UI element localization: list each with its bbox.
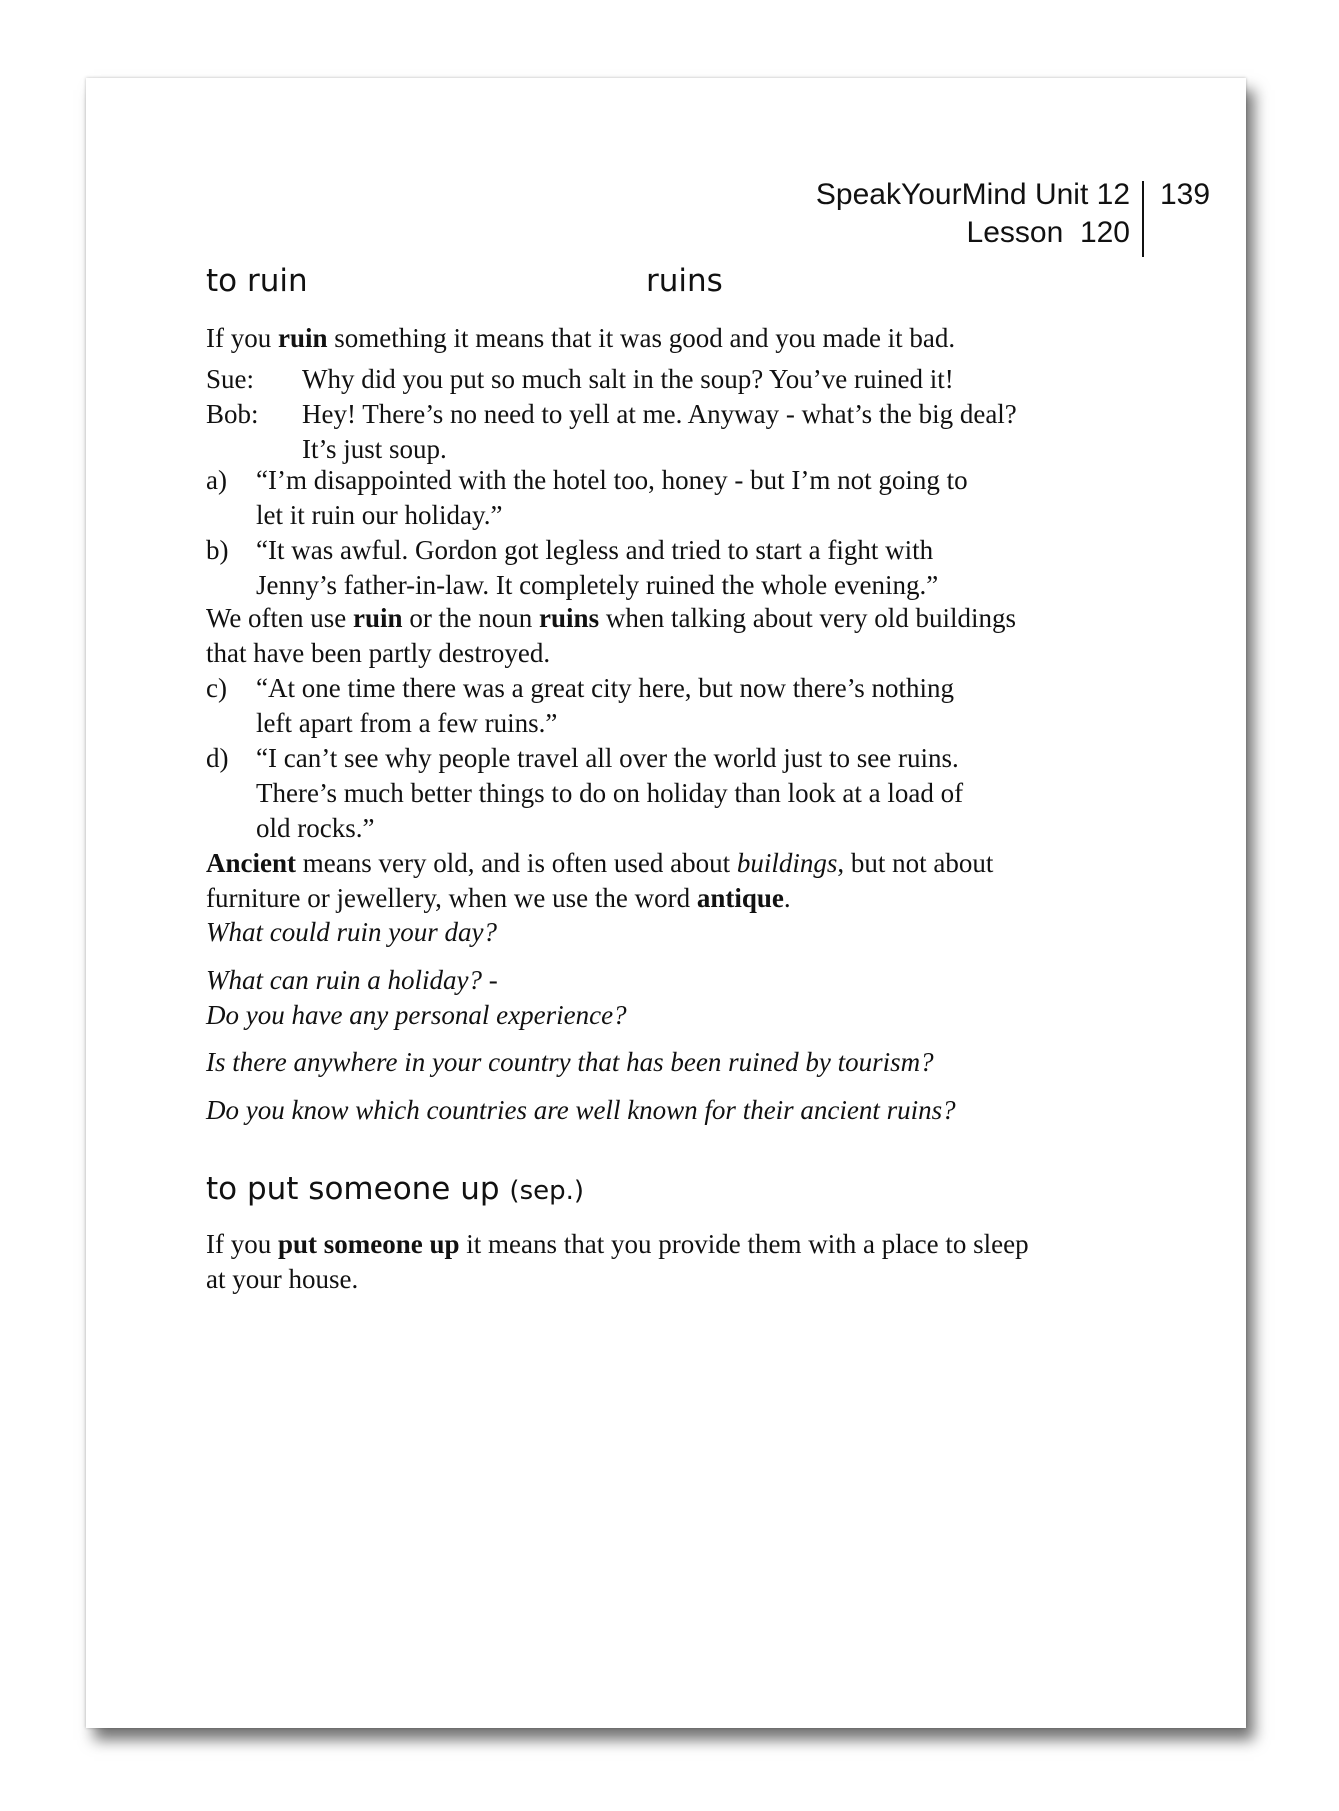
heading-put-someone-up: to put someone up (sep.) bbox=[206, 1171, 585, 1207]
lesson-label: Lesson 120 bbox=[966, 216, 1130, 249]
dialogue-line bbox=[206, 397, 1186, 467]
running-header bbox=[816, 176, 1130, 252]
example-item bbox=[206, 533, 1186, 603]
dialogue-line bbox=[206, 362, 1186, 397]
speaker-name: Bob: bbox=[206, 399, 259, 429]
example-item bbox=[206, 463, 1186, 533]
example-text: “It was awful. Gordon got legless and tried to start a fight with Jenny’s father-in-law. It completely ruined the whole evening.” bbox=[256, 535, 939, 600]
book-page bbox=[86, 78, 1246, 1728]
discussion-question: What can ruin a holiday? - Do you have any personal experience? bbox=[206, 965, 627, 1030]
discussion-question: What could ruin your day? bbox=[206, 917, 497, 947]
separable-tag: (sep.) bbox=[509, 1176, 585, 1206]
examples-a-b bbox=[206, 463, 1186, 603]
ancient-note: Ancient means very old, and is often used about buildings, but not about bbox=[206, 848, 994, 878]
example-label: b) bbox=[206, 535, 229, 565]
example-item bbox=[206, 671, 1186, 741]
definition-ruin: If you ruin something it means that it was good and you made it bad. bbox=[206, 323, 956, 353]
example-label: a) bbox=[206, 465, 227, 495]
ruins-note: We often use ruin or the noun ruins when talking about very old buildings that have been partly destroyed. c) “At one time there was a great city here, but now there’s nothing left apart from a few ruins.” d) “I can’t see why people travel all over the world just to see ruins. There’s much better things to do on holiday than look at a load of old rocks.” Ancient means very old, and is often used about buildings, but not about furniture or jewellery, when we use the word antique. bbox=[206, 601, 1186, 916]
example-item bbox=[206, 741, 1186, 846]
book-unit-title: SpeakYourMind Unit 12 bbox=[815, 178, 1130, 211]
dialogue bbox=[206, 362, 1186, 467]
dialogue-text: Hey! There’s no need to yell at me. Anyway - what’s the big deal? It’s just soup. bbox=[302, 399, 1017, 464]
discussion-question: Is there anywhere in your country that has been ruined by tourism? bbox=[206, 1047, 934, 1077]
example-text: “At one time there was a great city here, but now there’s nothing left apart from a few ruins.” bbox=[256, 673, 955, 738]
discussion-question: Do you know which countries are well known for their ancient ruins? bbox=[206, 1095, 956, 1125]
example-label: c) bbox=[206, 673, 227, 703]
example-text: “I can’t see why people travel all over the world just to see ruins. There’s much better things to do on holiday than look at a load of old rocks.” bbox=[256, 743, 964, 843]
speaker-name: Sue: bbox=[206, 364, 255, 394]
heading-ruins: ruins bbox=[646, 263, 723, 299]
definition-put-someone-up: If you put someone up it means that you provide them with a place to sleep at your house. bbox=[206, 1229, 1029, 1294]
dialogue-text: Why did you put so much salt in the soup? You’ve ruined it! bbox=[302, 364, 954, 394]
example-text: “I’m disappointed with the hotel too, honey - but I’m not going to let it ruin our holiday.” bbox=[256, 465, 968, 530]
heading-to-ruin: to ruin bbox=[206, 263, 308, 299]
header-divider bbox=[1142, 181, 1144, 257]
example-label: d) bbox=[206, 743, 229, 773]
page-number: 139 bbox=[1160, 178, 1211, 211]
